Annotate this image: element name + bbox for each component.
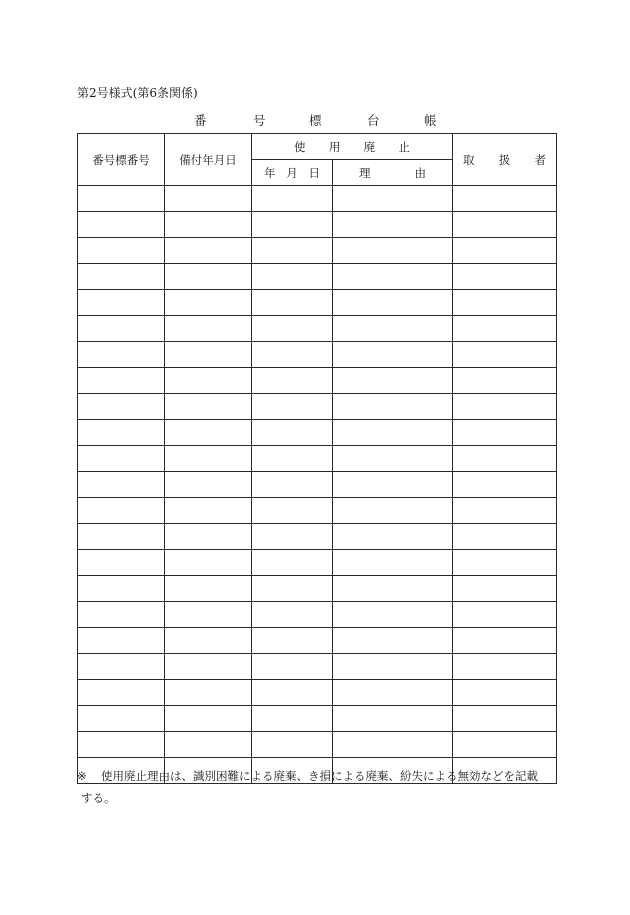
table-cell <box>252 420 333 446</box>
table-row <box>78 420 557 446</box>
table-cell <box>333 316 453 342</box>
table-row <box>78 264 557 290</box>
table-cell <box>78 498 165 524</box>
table-cell <box>252 446 333 472</box>
table-cell <box>78 654 165 680</box>
table-cell <box>165 264 252 290</box>
table-cell <box>453 212 557 238</box>
table-cell <box>252 628 333 654</box>
table-cell <box>453 654 557 680</box>
table-cell <box>333 342 453 368</box>
table-cell <box>333 732 453 758</box>
table-cell <box>165 186 252 212</box>
header-discontinue-reason <box>333 160 453 186</box>
table-cell <box>165 732 252 758</box>
header-date-installed: 備付年月日 <box>165 134 252 186</box>
table-cell <box>252 732 333 758</box>
table-cell <box>78 472 165 498</box>
header-discontinue-date <box>252 160 333 186</box>
table-cell <box>165 602 252 628</box>
table-row <box>78 550 557 576</box>
title-char: 台 <box>367 113 380 128</box>
table-row <box>78 576 557 602</box>
header-char: 日 <box>308 165 320 180</box>
table-cell <box>78 680 165 706</box>
table-cell <box>252 238 333 264</box>
table-cell <box>333 368 453 394</box>
header-char: 廃 <box>363 139 376 154</box>
table-cell <box>453 472 557 498</box>
table-cell <box>78 732 165 758</box>
table-cell <box>252 186 333 212</box>
table-cell <box>165 446 252 472</box>
table-cell <box>165 238 252 264</box>
table-cell <box>333 550 453 576</box>
header-char: 者 <box>534 152 546 167</box>
table-cell <box>333 680 453 706</box>
table-cell <box>252 498 333 524</box>
title-char: 標 <box>309 113 322 128</box>
ledger-table <box>77 133 557 784</box>
table-cell <box>252 290 333 316</box>
table-row <box>78 394 557 420</box>
table-cell <box>333 264 453 290</box>
header-char: 由 <box>414 165 426 180</box>
table-cell <box>165 394 252 420</box>
table-row <box>78 654 557 680</box>
table-row <box>78 316 557 342</box>
table-cell <box>453 446 557 472</box>
table-row <box>78 524 557 550</box>
table-cell <box>78 186 165 212</box>
header-plate-number: 番号標番号 <box>78 134 165 186</box>
table-cell <box>165 342 252 368</box>
table-row <box>78 472 557 498</box>
table-row <box>78 498 557 524</box>
table-cell <box>165 368 252 394</box>
table-row <box>78 446 557 472</box>
table-cell <box>165 420 252 446</box>
table-cell <box>453 238 557 264</box>
table-cell <box>165 628 252 654</box>
table-cell <box>78 550 165 576</box>
table-row <box>78 342 557 368</box>
table-row <box>78 732 557 758</box>
table-cell <box>78 628 165 654</box>
table-cell <box>453 550 557 576</box>
table-cell <box>453 680 557 706</box>
header-char: 取 <box>463 152 475 167</box>
footnote <box>77 765 557 809</box>
table-cell <box>165 290 252 316</box>
table-cell <box>165 680 252 706</box>
table-row <box>78 186 557 212</box>
table-cell <box>333 654 453 680</box>
table-cell <box>252 264 333 290</box>
table-cell <box>453 342 557 368</box>
table-cell <box>78 238 165 264</box>
table-cell <box>252 524 333 550</box>
table-cell <box>78 368 165 394</box>
table-row <box>78 290 557 316</box>
table-cell <box>78 524 165 550</box>
table-cell <box>78 342 165 368</box>
table-cell <box>333 602 453 628</box>
table-cell <box>78 446 165 472</box>
table-cell <box>453 576 557 602</box>
table-cell <box>78 264 165 290</box>
header-char: 用 <box>328 139 341 154</box>
note-line-2: する。 <box>81 791 116 805</box>
header-handler <box>453 134 557 186</box>
header-discontinue-group <box>252 134 453 160</box>
table-cell <box>453 368 557 394</box>
table-cell <box>333 420 453 446</box>
header-char: 月 <box>286 165 298 180</box>
table-cell <box>78 290 165 316</box>
header-char: 年 <box>264 165 276 180</box>
table-cell <box>78 706 165 732</box>
table-cell <box>333 706 453 732</box>
table-cell <box>165 316 252 342</box>
ledger-body <box>78 186 557 784</box>
table-cell <box>333 472 453 498</box>
table-row <box>78 628 557 654</box>
table-cell <box>252 602 333 628</box>
table-cell <box>453 290 557 316</box>
table-cell <box>252 212 333 238</box>
table-cell <box>453 732 557 758</box>
table-cell <box>333 576 453 602</box>
table-row <box>78 706 557 732</box>
header-char: 止 <box>398 139 410 154</box>
form-id: 第2号様式(第6条関係) <box>77 86 198 100</box>
table-cell <box>333 498 453 524</box>
table-row <box>78 238 557 264</box>
table-row <box>78 602 557 628</box>
title-char: 帳 <box>424 113 437 128</box>
table-cell <box>333 238 453 264</box>
table-cell <box>453 498 557 524</box>
table-cell <box>165 524 252 550</box>
table-cell <box>165 654 252 680</box>
table-cell <box>165 472 252 498</box>
table-cell <box>333 186 453 212</box>
table-cell <box>78 420 165 446</box>
table-cell <box>252 680 333 706</box>
table-cell <box>165 550 252 576</box>
table-cell <box>252 342 333 368</box>
table-cell <box>252 368 333 394</box>
table-cell <box>453 316 557 342</box>
table-cell <box>252 394 333 420</box>
table-cell <box>333 394 453 420</box>
table-cell <box>78 576 165 602</box>
table-cell <box>165 576 252 602</box>
table-cell <box>78 316 165 342</box>
table-cell <box>252 576 333 602</box>
header-char: 使 <box>294 139 306 154</box>
title-char: 号 <box>253 113 266 128</box>
table-cell <box>165 498 252 524</box>
table-cell <box>252 472 333 498</box>
table-row <box>78 680 557 706</box>
table-cell <box>453 420 557 446</box>
table-cell <box>453 394 557 420</box>
note-line-1: 使用廃止理由は、識別困難による廃棄、き損による廃棄、紛失による無効などを記載 <box>101 769 538 783</box>
table-cell <box>453 602 557 628</box>
table-cell <box>78 212 165 238</box>
table-cell <box>453 706 557 732</box>
table-cell <box>165 212 252 238</box>
header-char: 理 <box>359 165 371 180</box>
table-cell <box>333 446 453 472</box>
table-cell <box>252 316 333 342</box>
table-row <box>78 368 557 394</box>
header-char: 扱 <box>498 152 511 167</box>
table-cell <box>453 628 557 654</box>
table-cell <box>333 212 453 238</box>
title-char: 番 <box>194 113 207 128</box>
table-cell <box>333 524 453 550</box>
table-cell <box>453 524 557 550</box>
table-cell <box>78 602 165 628</box>
note-mark: ※ <box>77 769 87 783</box>
table-cell <box>252 654 333 680</box>
table-row <box>78 212 557 238</box>
table-cell <box>78 394 165 420</box>
table-cell <box>165 706 252 732</box>
table-cell <box>252 550 333 576</box>
table-cell <box>453 186 557 212</box>
table-cell <box>333 628 453 654</box>
table-cell <box>453 264 557 290</box>
table-cell <box>252 706 333 732</box>
table-cell <box>333 290 453 316</box>
